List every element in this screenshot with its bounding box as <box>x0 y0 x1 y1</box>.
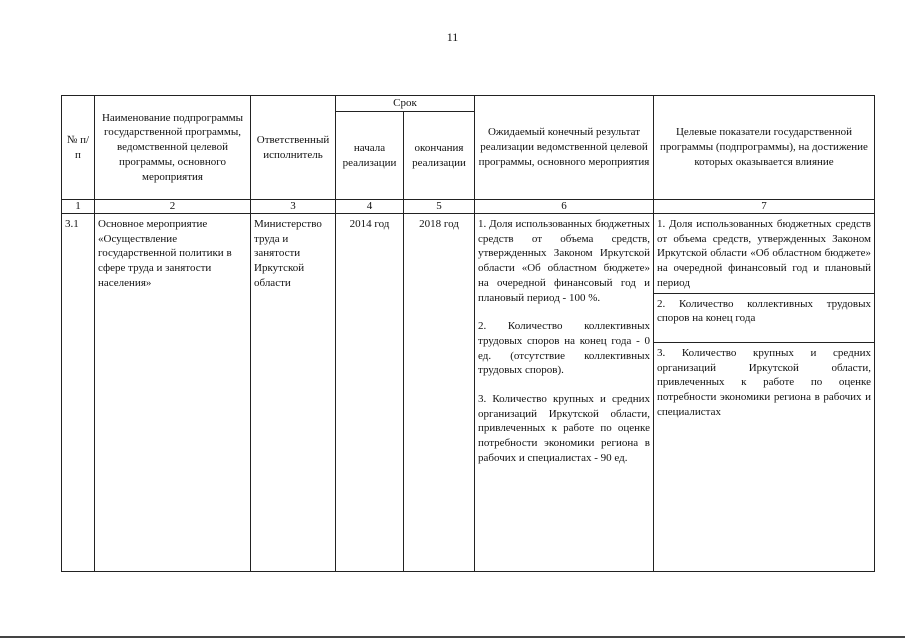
column-number: 5 <box>404 200 475 214</box>
column-number: 1 <box>62 200 95 214</box>
header-num: № п/п <box>62 96 95 200</box>
page-edge-line <box>0 636 905 638</box>
column-number: 2 <box>95 200 251 214</box>
page-number: 11 <box>446 30 459 44</box>
indicator-item: 3. Количество крупных и средних организаций Иркутской области, привлеченных к работе по оценке потребности экономики региона в рабочих и специалистах <box>654 342 874 422</box>
column-number-row <box>62 200 875 214</box>
header-name: Наименование подпрограммы государственной программы, ведомственной целевой программы, основного мероприятия <box>95 96 251 200</box>
row-end: 2018 год <box>404 214 475 572</box>
column-number: 4 <box>336 200 404 214</box>
row-indicators <box>654 214 875 572</box>
column-number: 7 <box>654 200 875 214</box>
header-result: Ожидаемый конечный результат реализации ведомственной целевой программы, основного мероприятия <box>475 96 654 200</box>
indicator-item: 2. Количество коллективных трудовых споров на конец года <box>654 293 874 328</box>
column-number: 3 <box>251 200 336 214</box>
indicator-item: 1. Доля использованных бюджетных средств от объема средств, утвержденных Законом Иркутской области «Об областном бюджете» на очередной финансовый год и плановый период <box>657 218 871 289</box>
table-row <box>62 214 875 572</box>
header-executor: Ответственный исполнитель <box>251 96 336 200</box>
header-start: начала реализации <box>336 112 404 200</box>
header-term: Срок <box>336 96 475 112</box>
column-number: 6 <box>475 200 654 214</box>
result-item: 2. Количество коллективных трудовых споров на конец года - 0 ед. (отсутствие коллективных трудовых споров). <box>478 320 650 377</box>
header-indicators: Целевые показатели государственной программы (подпрограммы), на достижение которых оказывается влияние <box>654 96 875 200</box>
row-executor: Министерство труда и занятости Иркутской области <box>251 214 336 572</box>
row-results <box>475 214 654 572</box>
result-item: 3. Количество крупных и средних организаций Иркутской области, привлеченных к работе по оценке потребности экономики региона в рабочих и специалистах - 90 ед. <box>478 393 650 464</box>
row-start: 2014 год <box>336 214 404 572</box>
program-table <box>61 95 875 572</box>
row-name: Основное мероприятие «Осуществление государственной политики в сфере труда и занятости населения» <box>95 214 251 572</box>
result-item: 1. Доля использованных бюджетных средств от объема средств, утвержденных Законом Иркутской области «Об областном бюджете» на очередной финансовый год и плановый период - 100 %. <box>478 218 650 304</box>
header-end: окончания реализации <box>404 112 475 200</box>
row-num: 3.1 <box>62 214 95 572</box>
